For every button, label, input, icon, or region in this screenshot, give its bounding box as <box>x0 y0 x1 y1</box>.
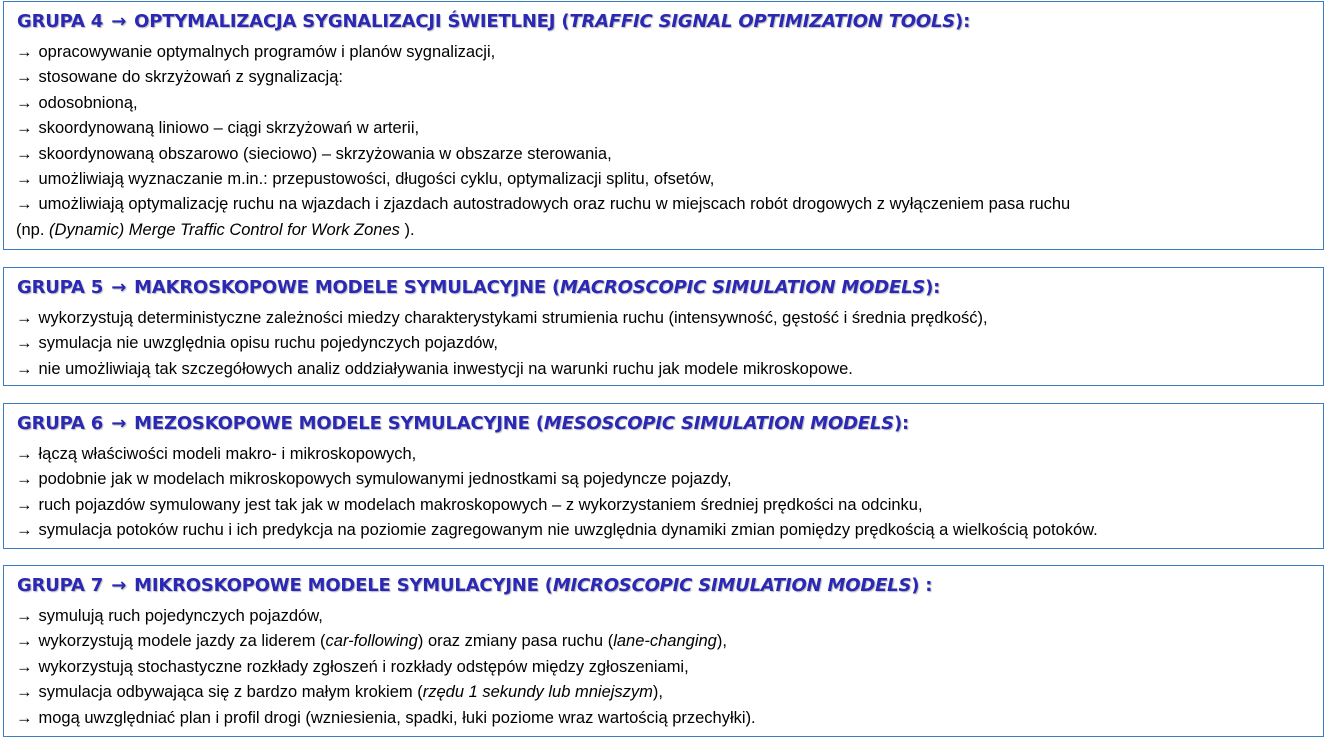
group-6-number: GRUPA 6 <box>17 413 104 434</box>
arrow-right-icon: → <box>16 470 33 489</box>
list-item <box>16 467 1098 492</box>
continuation-post: ). <box>399 220 415 239</box>
group-7-heading-en: MICROSCOPIC SIMULATION MODELS <box>552 575 912 596</box>
sub-list-item <box>16 91 1070 116</box>
list-item <box>16 306 988 331</box>
list-item-text: umożliwiają wyznaczanie m.in.: przepustowości, długości cyklu, optymalizacji splitu, ofsetów, <box>38 170 715 189</box>
arrow-right-icon: → <box>16 657 33 676</box>
list-item-text: symulują ruch pojedynczych pojazdów, <box>38 607 323 625</box>
arrow-right-icon: → <box>16 43 33 61</box>
list-item <box>16 40 1070 65</box>
list-item-text: łączą właściwości modeli makro- i mikroskopowych, <box>38 445 417 463</box>
term-car-following: car-following <box>325 632 418 651</box>
arrow-right-icon: → <box>16 359 33 378</box>
title-suffix: ) : <box>911 575 933 596</box>
term-lane-changing: lane-changing <box>613 632 717 651</box>
list-item-text: symulacja odbywająca się z bardzo małym krokiem ( <box>38 683 423 702</box>
group-5-panel <box>3 267 1324 386</box>
list-item <box>16 706 756 731</box>
group-5-number: GRUPA 5 <box>17 277 104 298</box>
group-6-heading-pl: MEZOSKOPOWE MODELE SYMULACYJNE ( <box>134 413 544 434</box>
group-7-title <box>17 575 932 596</box>
list-item-text: skoordynowaną obszarowo (sieciowo) – skrzyżowania w obszarze sterowania, <box>38 144 612 163</box>
arrow-right-icon: → <box>16 119 33 138</box>
list-item <box>16 167 1070 192</box>
list-item-text: symulacja potoków ruchu i ich predykcja na poziomie zagregowanym nie uwzględnia dynamiki zmian pomiędzy prędkością a wielkością potoków. <box>38 521 1098 540</box>
group-4-number: GRUPA 4 <box>17 11 104 32</box>
list-item-text: stosowane do skrzyżowań z sygnalizacją: <box>38 68 343 87</box>
list-item-text: odosobnioną, <box>38 93 138 112</box>
title-suffix: ): <box>893 413 909 434</box>
list-item-text: umożliwiają optymalizację ruchu na wjazdach i zjazdach autostradowych oraz ruchu w miejscach robót drogowych z wyłączeniem pasa ruchu <box>38 195 1071 214</box>
list-item <box>16 357 988 382</box>
list-item-text: ), <box>716 632 727 651</box>
arrow-right-icon: → <box>16 632 33 651</box>
term-step-size: rzędu 1 sekundy lub mniejszym <box>422 683 653 702</box>
list-item <box>16 331 988 356</box>
list-item <box>16 655 756 680</box>
arrow-right-icon: → <box>16 445 33 463</box>
list-item-text: ruch pojazdów symulowany jest tak jak w modelach makroskopowych – z wykorzystaniem średniej prędkości na odcinku, <box>38 495 923 514</box>
arrow-right-icon: → <box>16 170 33 189</box>
sub-list-item <box>16 116 1070 141</box>
title-suffix: ): <box>925 277 941 298</box>
arrow-right-icon: → <box>16 144 33 163</box>
group-7-panel <box>3 565 1324 737</box>
list-item <box>16 65 1070 90</box>
group-4-heading-pl: OPTYMALIZACJA SYGNALIZACJI ŚWIETLNEJ ( <box>134 11 570 32</box>
group-6-heading-en: MESOSCOPIC SIMULATION MODELS <box>543 413 894 434</box>
sub-list-item <box>16 142 1070 167</box>
list-item <box>16 518 1098 543</box>
list-item-text: ), <box>652 683 663 702</box>
list-item-text: opracowywanie optymalnych programów i planów sygnalizacji, <box>38 43 496 61</box>
group-6-list <box>16 442 1098 544</box>
list-item <box>16 192 1070 217</box>
list-item-text: mogą uwzględniać plan i profil drogi (wzniesienia, spadki, łuki poziome wraz wartością przechyłki). <box>38 708 756 727</box>
arrow-right-icon: → <box>111 575 127 596</box>
continuation-pre: (np. <box>16 220 50 239</box>
arrow-right-icon: → <box>16 607 33 625</box>
arrow-right-icon: → <box>16 68 33 87</box>
arrow-right-icon: → <box>16 195 33 214</box>
list-item-text: wykorzystują stochastyczne rozkłady zgłoszeń i rozkłady odstępów między zgłoszeniami, <box>38 657 689 676</box>
group-4-panel <box>3 1 1324 250</box>
group-5-heading-en: MACROSCOPIC SIMULATION MODELS <box>560 277 926 298</box>
list-item-text: wykorzystują deterministyczne zależności miedzy charakterystykami strumienia ruchu (intensywność, gęstość i średnia prędkość), <box>38 309 988 327</box>
group-4-list <box>16 40 1070 243</box>
group-4-heading-en: TRAFFIC SIGNAL OPTIMIZATION TOOLS <box>569 11 956 32</box>
list-item-text: nie umożliwiają tak szczegółowych analiz oddziaływania inwestycji na warunki ruchu jak modele mikroskopowe. <box>38 359 853 378</box>
list-item <box>16 680 756 705</box>
list-item-text: ) oraz zmiany pasa ruchu ( <box>417 632 614 651</box>
group-5-title <box>17 277 940 298</box>
arrow-right-icon: → <box>16 521 33 540</box>
arrow-right-icon: → <box>16 334 33 353</box>
arrow-right-icon: → <box>111 413 127 434</box>
list-item-continuation <box>16 218 1070 243</box>
arrow-right-icon: → <box>16 495 33 514</box>
group-4-title <box>17 11 970 32</box>
arrow-right-icon: → <box>16 309 33 327</box>
list-item <box>16 629 756 654</box>
list-item-text: wykorzystują modele jazdy za liderem ( <box>38 632 326 651</box>
group-7-number: GRUPA 7 <box>17 575 104 596</box>
list-item <box>16 604 756 629</box>
group-6-panel <box>3 403 1324 549</box>
group-5-heading-pl: MAKROSKOPOWE MODELE SYMULACYJNE ( <box>134 277 561 298</box>
list-item <box>16 442 1098 467</box>
arrow-right-icon: → <box>111 277 127 298</box>
title-suffix: ): <box>955 11 971 32</box>
group-7-heading-pl: MIKROSKOPOWE MODELE SYMULACYJNE ( <box>134 575 553 596</box>
arrow-right-icon: → <box>16 93 33 112</box>
list-item-text: symulacja nie uwzględnia opisu ruchu pojedynczych pojazdów, <box>38 334 499 353</box>
group-5-list <box>16 306 988 382</box>
list-item-text: skoordynowaną liniowo – ciągi skrzyżowań w arterii, <box>38 119 420 138</box>
list-item <box>16 493 1098 518</box>
arrow-right-icon: → <box>111 11 127 32</box>
arrow-right-icon: → <box>16 708 33 727</box>
arrow-right-icon: → <box>16 683 33 702</box>
group-6-title <box>17 413 909 434</box>
continuation-italic: (Dynamic) Merge Traffic Control for Work Zones <box>49 220 400 239</box>
list-item-text: podobnie jak w modelach mikroskopowych symulowanymi jednostkami są pojedyncze pojazdy, <box>38 470 732 489</box>
group-7-list <box>16 604 756 731</box>
